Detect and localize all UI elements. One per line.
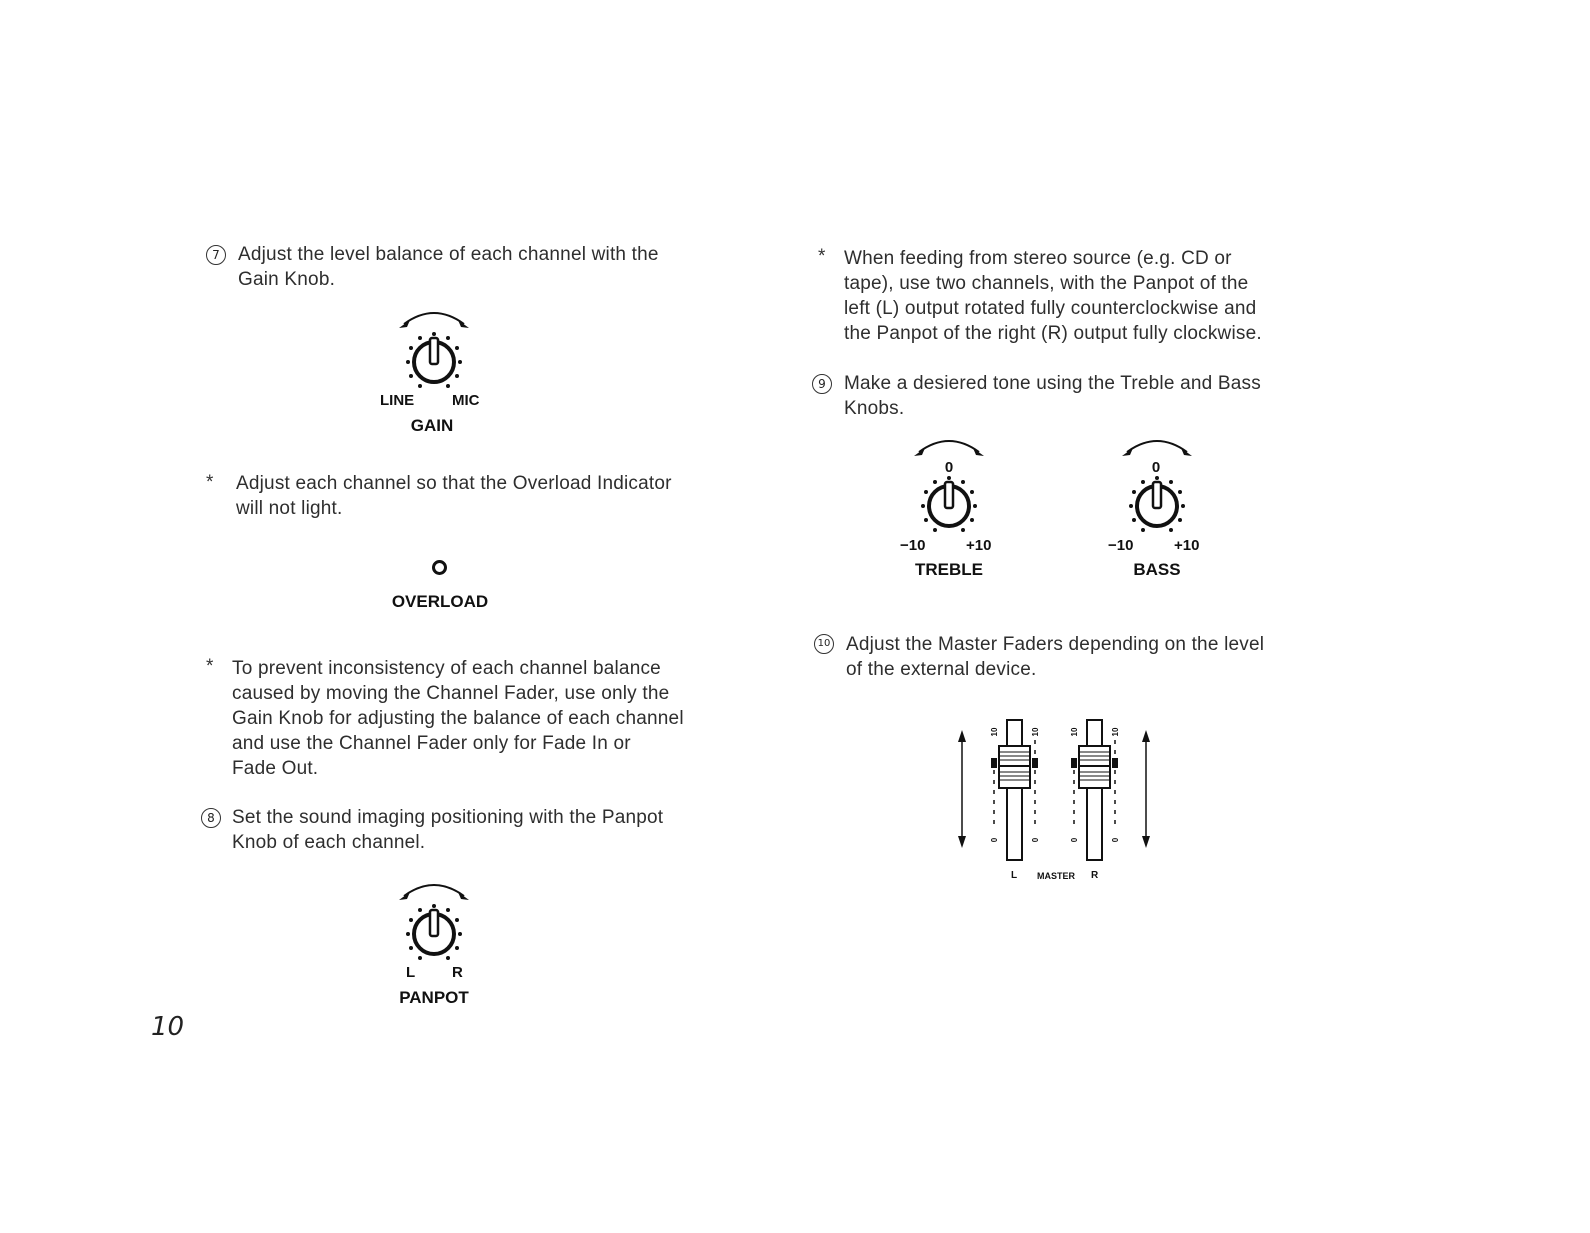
bass-knob-arrow-icon xyxy=(1120,434,1194,458)
fader-scale-bottom-1: 0 xyxy=(990,837,999,843)
treble-title: TREBLE xyxy=(915,560,983,579)
overload-note-line-1: Adjust each channel so that the Overload Indicator xyxy=(236,473,672,494)
stereo-note-marker: * xyxy=(818,246,826,267)
gain-knob-icon xyxy=(396,308,472,392)
treble-minus-label: −10 xyxy=(900,537,926,554)
master-faders-icon xyxy=(952,714,1162,866)
panpot-title: PANPOT xyxy=(399,988,469,1007)
bass-minus-label: −10 xyxy=(1108,537,1134,554)
fader-note-line-5: Fade Out. xyxy=(232,758,319,779)
gain-title: GAIN xyxy=(410,416,454,435)
step-7-text xyxy=(238,242,688,292)
fader-scale-bottom-4: 0 xyxy=(1111,837,1120,843)
stereo-note-line-3: left (L) output rotated fully counterclockwise and xyxy=(844,298,1257,319)
fader-scale-bottom-2: 0 xyxy=(1031,837,1040,843)
fader-note-line-3: Gain Knob for adjusting the balance of each channel xyxy=(232,708,684,729)
overload-title: OVERLOAD xyxy=(391,592,489,611)
treble-plus-label: +10 xyxy=(966,537,992,554)
panpot-knob-icon xyxy=(396,880,472,964)
fader-note-line-2: caused by moving the Channel Fader, use only the xyxy=(232,683,670,704)
step-10-text xyxy=(846,632,1298,682)
bass-knob-icon xyxy=(1120,474,1194,536)
step-9-text xyxy=(844,371,1296,421)
fader-note-line-1: To prevent inconsistency of each channel balance xyxy=(232,658,661,679)
stereo-note-text xyxy=(844,246,1296,346)
fader-note-line-4: and use the Channel Fader only for Fade In or xyxy=(232,733,631,754)
treble-knob-arrow-icon xyxy=(912,434,986,458)
gain-line-label: LINE xyxy=(380,392,415,409)
panpot-r-label: R xyxy=(452,964,463,981)
overload-note-line-2: will not light. xyxy=(236,498,343,519)
page-number: 10 xyxy=(151,1012,185,1042)
overload-note-text xyxy=(236,471,688,521)
fader-scale-top-3: 10 xyxy=(1070,727,1079,737)
stereo-note-line-4: the Panpot of the right (R) output fully clockwise. xyxy=(844,323,1262,344)
treble-zero-label: 0 xyxy=(944,459,954,476)
fader-scale-top-1: 10 xyxy=(990,727,999,737)
fader-scale-top-2: 10 xyxy=(1031,727,1040,737)
step-9-line-2: Knobs. xyxy=(844,398,905,419)
bass-title: BASS xyxy=(1133,560,1181,579)
panpot-l-label: L xyxy=(406,964,416,981)
step-10-number: 10 xyxy=(814,634,834,654)
step-9-line-1: Make a desiered tone using the Treble and Bass xyxy=(844,373,1261,394)
step-8-text xyxy=(232,805,688,855)
fader-note-text xyxy=(232,656,684,781)
step-7-line-2: Gain Knob. xyxy=(238,269,336,290)
master-title: MASTER xyxy=(1037,871,1075,881)
step-8-number: 8 xyxy=(201,808,221,828)
treble-knob-icon xyxy=(912,474,986,536)
step-8-line-2: Knob of each channel. xyxy=(232,832,426,853)
step-10-line-1: Adjust the Master Faders depending on the level xyxy=(846,634,1265,655)
bass-plus-label: +10 xyxy=(1174,537,1200,554)
step-7-line-1: Adjust the level balance of each channel with the xyxy=(238,244,659,265)
overload-indicator-icon xyxy=(432,560,447,575)
fader-scale-bottom-3: 0 xyxy=(1070,837,1079,843)
stereo-note-line-2: tape), use two channels, with the Panpot of the xyxy=(844,273,1249,294)
step-9-number: 9 xyxy=(812,374,832,394)
fader-scale-top-4: 10 xyxy=(1111,727,1120,737)
step-8-line-1: Set the sound imaging positioning with the Panpot xyxy=(232,807,664,828)
bass-zero-label: 0 xyxy=(1151,459,1161,476)
master-r-label: R xyxy=(1091,870,1099,881)
stereo-note-line-1: When feeding from stereo source (e.g. CD or xyxy=(844,248,1232,269)
gain-mic-label: MIC xyxy=(452,392,480,409)
fader-note-marker: * xyxy=(206,656,214,677)
overload-note-marker: * xyxy=(206,472,214,493)
step-7-number: 7 xyxy=(206,245,226,265)
master-l-label: L xyxy=(1011,870,1018,881)
step-10-line-2: of the external device. xyxy=(846,659,1037,680)
